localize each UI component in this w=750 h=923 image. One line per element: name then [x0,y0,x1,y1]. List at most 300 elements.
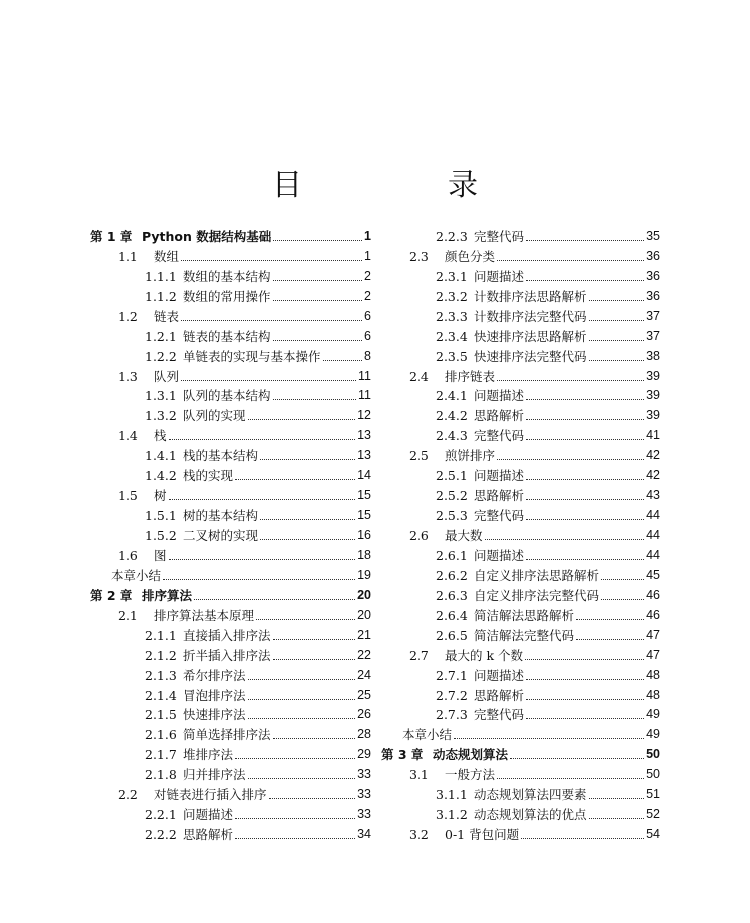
toc-entry-title: 队列的实现 [183,408,246,424]
toc-entry-number: 2.5.1 [436,468,468,484]
toc-section-entry[interactable] [90,742,371,762]
toc-section-entry[interactable] [90,822,371,842]
toc-entry-number: 2.3.3 [436,308,468,324]
dot-leader [526,399,644,400]
dot-leader [273,738,356,739]
toc-entry-page-number: 37 [646,328,660,343]
toc-entry-page-number: 39 [646,408,660,423]
toc-section-entry[interactable] [381,703,660,723]
toc-entry-title: 排序算法基本原理 [154,607,255,623]
toc-section-entry[interactable] [381,762,660,782]
dot-leader [273,280,363,281]
toc-entry-title: 本章小结 [402,727,453,743]
toc-entry-number: 2.5 [409,448,429,464]
toc-entry-title: 树 [154,488,167,504]
toc-entry-title: 快速排序法思路解析 [474,328,587,344]
dot-leader [526,718,644,719]
toc-section-entry[interactable] [381,623,660,643]
toc-section-entry[interactable] [381,563,660,583]
toc-entry-title: 数组的基本结构 [183,268,271,284]
toc-entry-number: 3.1.1 [436,787,468,803]
toc-entry-title: 单链表的实现与基本操作 [183,348,321,364]
toc-entry-page-number: 11 [358,388,371,403]
toc-entry-number: 2.6.3 [436,587,468,603]
toc-entry-page-number: 38 [646,348,660,363]
toc-entry-page-number: 12 [357,408,371,423]
toc-entry-page-number: 21 [357,627,371,642]
toc-section-entry[interactable] [90,304,371,324]
toc-entry-number: 2.4.3 [436,428,468,444]
toc-entry-page-number: 2 [364,268,371,283]
toc-entry-number: 2.1.3 [145,667,177,683]
toc-chapter-entry[interactable] [381,742,660,762]
toc-entry-page-number: 36 [646,288,660,303]
toc-entry-number: 2.5.3 [436,508,468,524]
toc-entry-page-number: 50 [646,767,660,782]
toc-entry-title: 颜色分类 [445,248,496,264]
toc-section-entry[interactable] [90,324,371,344]
toc-entry-page-number: 44 [646,547,660,562]
toc-entry-page-number: 45 [646,567,660,582]
toc-entry-number: 2.4 [409,368,429,384]
dot-leader [521,838,644,839]
toc-entry-title: 链表的基本结构 [183,328,271,344]
toc-entry-page-number: 33 [357,767,371,782]
toc-entry-page-number: 18 [357,547,371,562]
toc-entry-page-number: 48 [646,687,660,702]
toc-entry-number: 2.2.3 [436,228,468,244]
toc-section-entry[interactable] [90,603,371,623]
toc-entry-number: 1.3.2 [145,408,177,424]
dot-leader [589,798,645,799]
dot-leader [323,360,363,361]
toc-entry-page-number: 33 [357,807,371,822]
toc-entry-title: 自定义排序法思路解析 [474,567,600,583]
toc-section-entry[interactable] [381,304,660,324]
toc-section-entry[interactable] [381,683,660,703]
toc-entry-number: 1.5.2 [145,528,177,543]
toc-entry-title: 完整代码 [474,228,525,244]
toc-section-entry[interactable] [90,623,371,643]
toc-summary-entry[interactable] [90,563,371,583]
toc-entry-number: 2.7 [409,647,429,663]
toc-entry-title: 快速排序法完整代码 [474,348,587,364]
dot-leader [526,280,644,281]
toc-entry-title: Python 数据结构基础 [142,228,272,244]
toc-entry-page-number: 49 [646,727,660,742]
toc-entry-page-number: 35 [646,228,660,243]
toc-entry-title: 简单选择排序法 [183,727,271,743]
dot-leader [273,240,362,241]
toc-entry-title: 折半插入排序法 [183,647,271,663]
dot-leader [181,320,362,321]
dot-leader [248,718,356,719]
toc-entry-title: 二叉树的实现 [183,528,259,543]
toc-entry-page-number: 16 [357,528,371,542]
toc-section-entry[interactable] [381,244,660,264]
dot-leader [497,260,644,261]
toc-entry-page-number: 11 [358,368,371,383]
toc-entry-number: 2.2.1 [145,807,177,823]
toc-section-entry[interactable] [381,483,660,503]
dot-leader [248,778,356,779]
toc-section-entry[interactable] [90,762,371,782]
toc-entry-number: 2.6.5 [436,627,468,643]
toc-entry-number: 1.2 [118,308,138,324]
toc-section-entry[interactable] [90,264,371,284]
dot-leader [269,798,356,799]
toc-entry-title: 完整代码 [474,508,525,524]
toc-entry-title: 思路解析 [474,687,525,703]
toc-entry-number: 3.1.2 [436,807,468,823]
toc-entry-page-number: 37 [646,308,660,323]
dot-leader [169,559,356,560]
toc-section-entry[interactable] [90,443,371,463]
toc-entry-number: 2.4.2 [436,408,468,424]
toc-entry-number: 1.2.1 [145,328,177,344]
toc-entry-page-number: 34 [357,827,371,842]
toc-entry-number: 2.6.2 [436,567,468,583]
toc-section-entry[interactable] [381,284,660,304]
toc-entry-number: 1.4 [118,428,138,444]
toc-entry-number: 1.6 [118,547,138,563]
toc-entry-number: 3.2 [409,827,429,843]
toc-section-entry[interactable] [381,384,660,404]
toc-section-entry[interactable] [90,722,371,742]
toc-entry-number: 2.4.1 [436,388,468,404]
toc-entry-number: 1.3 [118,368,138,384]
toc-entry-number: 2.2.2 [145,827,177,843]
toc-chapter-entry[interactable] [90,583,371,603]
toc-entry-number: 2.3.2 [436,288,468,304]
toc-section-entry[interactable] [90,384,371,404]
toc-entry-title: 队列的基本结构 [183,388,271,404]
toc-entry-title: 问题描述 [183,807,234,823]
dot-leader [273,340,363,341]
toc-entry-page-number: 6 [364,328,371,343]
toc-entry-page-number: 44 [646,508,660,523]
toc-entry-page-number: 28 [357,727,371,742]
toc-entry-title: 思路解析 [474,488,525,504]
dot-leader [273,639,356,640]
dot-leader [526,699,644,700]
toc-entry-page-number: 22 [357,647,371,662]
toc-section-entry[interactable] [90,643,371,663]
toc-entry-page-number: 29 [357,747,371,762]
dot-leader [248,699,356,700]
toc-entry-title: 排序算法 [142,587,193,603]
toc-entry-page-number: 1 [364,228,371,243]
toc-entry-title: 树的基本结构 [183,508,259,524]
dot-leader [576,639,644,640]
toc-entry-title: 快速排序法 [183,707,246,723]
toc-entry-page-number: 1 [364,248,371,263]
toc-entry-page-number: 24 [357,667,371,682]
toc-entry-page-number: 49 [646,707,660,722]
toc-section-entry[interactable] [90,782,371,802]
toc-entry-title: 计数排序法思路解析 [474,288,587,304]
toc-entry-title: 归并排序法 [183,767,246,783]
toc-entry-page-number: 41 [646,428,660,443]
toc-entry-number: 2.1.6 [145,727,177,743]
toc-entry-number: 3.1 [409,767,429,783]
toc-section-entry[interactable] [90,703,371,723]
toc-chapter-entry[interactable] [90,224,371,244]
dot-leader [256,619,355,620]
toc-entry-number: 2.6 [409,528,429,543]
toc-entry-title: 煎饼排序 [445,448,496,464]
toc-entry-title: 图 [154,547,167,563]
toc-entry-title: 对链表进行插入排序 [154,787,267,803]
toc-entry-title: 思路解析 [183,827,234,843]
dot-leader [235,838,355,839]
toc-entry-number: 2.7.2 [436,687,468,703]
toc-entry-page-number: 13 [357,428,371,443]
toc-section-entry[interactable] [381,324,660,344]
toc-entry-page-number: 36 [646,248,660,263]
toc-entry-title: 栈的实现 [183,468,234,484]
toc-entry-page-number: 51 [646,787,660,802]
toc-entry-title: 冒泡排序法 [183,687,246,703]
toc-entry-title: 队列 [154,368,180,384]
toc-section-entry[interactable] [90,523,371,543]
toc-section-entry[interactable] [90,503,371,523]
dot-leader [260,539,355,540]
dot-leader [235,479,355,480]
toc-entry-page-number: 50 [646,747,660,762]
dot-leader [248,679,356,680]
toc-entry-page-number: 13 [357,448,371,463]
toc-entry-title: 堆排序法 [183,747,234,763]
toc-entry-page-number: 15 [357,488,371,503]
toc-entry-title: 动态规划算法的优点 [474,807,587,823]
toc-entry-title: 计数排序法完整代码 [474,308,587,324]
toc-section-entry[interactable] [381,603,660,623]
toc-entry-page-number: 42 [646,448,660,463]
dot-leader [526,519,644,520]
toc-entry-title: 动态规划算法 [433,747,509,763]
toc-entry-title: 思路解析 [474,408,525,424]
dot-leader [163,579,355,580]
dot-leader [454,738,644,739]
toc-entry-page-number: 39 [646,368,660,383]
dot-leader [273,399,357,400]
dot-leader [601,579,644,580]
toc-entry-title: 问题描述 [474,547,525,563]
dot-leader [485,539,645,540]
toc-entry-title: 最大数 [445,528,483,543]
toc-entry-number: 2.7.3 [436,707,468,723]
toc-entry-page-number: 8 [364,348,371,363]
toc-entry-page-number: 26 [357,707,371,722]
toc-entry-number: 1.1.1 [145,268,177,284]
dot-leader [273,300,363,301]
toc-entry-number: 1.5.1 [145,508,177,524]
toc-section-entry[interactable] [90,344,371,364]
toc-section-entry[interactable] [381,423,660,443]
toc-section-entry[interactable] [381,463,660,483]
toc-entry-number: 1.3.1 [145,388,177,404]
toc-entry-page-number: 33 [357,787,371,802]
dot-leader [497,778,644,779]
toc-section-entry[interactable] [381,403,660,423]
toc-section-entry[interactable] [381,523,660,543]
toc-entry-page-number: 19 [357,567,371,582]
toc-entry-number: 2.1.1 [145,627,177,643]
toc-entry-title: 自定义排序法完整代码 [474,587,600,603]
dot-leader [589,818,645,819]
toc-section-entry[interactable] [90,683,371,703]
toc-entry-title: 栈 [154,428,167,444]
toc-entry-title: 完整代码 [474,428,525,444]
toc-section-entry[interactable] [90,403,371,423]
toc-entry-page-number: 44 [646,528,660,542]
dot-leader [601,599,644,600]
dot-leader [526,499,644,500]
toc-section-entry[interactable] [381,224,660,244]
dot-leader [260,519,355,520]
dot-leader [194,599,355,600]
toc-entry-page-number: 36 [646,268,660,283]
toc-section-entry[interactable] [381,583,660,603]
dot-leader [589,340,645,341]
toc-entry-number: 1.2.2 [145,348,177,364]
toc-section-entry[interactable] [90,543,371,563]
toc-entry-number: 第 2 章 [90,587,133,603]
toc-section-entry[interactable] [381,782,660,802]
toc-entry-page-number: 47 [646,627,660,642]
dot-leader [526,240,644,241]
toc-section-entry[interactable] [381,364,660,384]
toc-entry-number: 2.3.5 [436,348,468,364]
toc-entry-page-number: 52 [646,807,660,822]
toc-entry-page-number: 54 [646,827,660,842]
toc-entry-title: 排序链表 [445,368,496,384]
toc-entry-number: 2.3.1 [436,268,468,284]
toc-entry-title: 数组 [154,248,180,264]
dot-leader [169,499,356,500]
toc-entry-page-number: 46 [646,607,660,622]
dot-leader [526,559,644,560]
dot-leader [526,439,644,440]
toc-section-entry[interactable] [90,802,371,822]
dot-leader [526,679,644,680]
toc-entry-number: 2.2 [118,787,138,803]
dot-leader [260,459,355,460]
toc-section-entry[interactable] [381,543,660,563]
dot-leader [589,300,645,301]
page-title: 目 录 [272,168,536,204]
toc-section-entry[interactable] [381,663,660,683]
toc-entry-title: 问题描述 [474,468,525,484]
toc-entry-title: 直接插入排序法 [183,627,271,643]
dot-leader [525,659,644,660]
toc-entry-title: 希尔排序法 [183,667,246,683]
toc-entry-number: 2.1 [118,607,138,623]
toc-entry-number: 2.1.7 [145,747,177,763]
dot-leader [497,380,644,381]
toc-section-entry[interactable] [381,344,660,364]
dot-leader [235,758,355,759]
toc-entry-number: 1.4.1 [145,448,177,464]
dot-leader [497,459,644,460]
toc-section-entry[interactable] [381,443,660,463]
toc-section-entry[interactable] [381,503,660,523]
toc-right-column [381,224,660,842]
toc-entry-page-number: 48 [646,667,660,682]
toc-entry-number: 第 3 章 [381,747,424,763]
toc-section-entry[interactable] [381,643,660,663]
toc-entry-title: 动态规划算法四要素 [474,787,587,803]
toc-entry-title: 简洁解法思路解析 [474,607,575,623]
dot-leader [235,818,355,819]
dot-leader [510,758,644,759]
toc-entry-number: 2.1.8 [145,767,177,783]
dot-leader [248,419,356,420]
toc-entry-page-number: 6 [364,308,371,323]
toc-entry-number: 1.1.2 [145,288,177,304]
toc-section-entry[interactable] [381,822,660,842]
toc-entry-number: 1.4.2 [145,468,177,484]
toc-entry-title: 问题描述 [474,268,525,284]
toc-section-entry[interactable] [90,244,371,264]
toc-entry-number: 1.5 [118,488,138,504]
toc-entry-page-number: 20 [357,587,371,602]
toc-section-entry[interactable] [381,264,660,284]
toc-section-entry[interactable] [90,663,371,683]
toc-entry-number: 2.1.4 [145,687,177,703]
toc-section-entry[interactable] [90,284,371,304]
dot-leader [526,479,644,480]
toc-section-entry[interactable] [90,364,371,384]
toc-entry-page-number: 20 [357,607,371,622]
toc-section-entry[interactable] [90,483,371,503]
toc-entry-number: 2.3 [409,248,429,264]
toc-section-entry[interactable] [381,802,660,822]
toc-entry-number: 2.7.1 [436,667,468,683]
toc-entry-page-number: 15 [357,508,371,523]
toc-entry-title: 0-1 背包问题 [445,827,520,843]
toc-entry-title: 简洁解法完整代码 [474,627,575,643]
toc-entry-number: 2.1.2 [145,647,177,663]
toc-summary-entry[interactable] [381,722,660,742]
toc-entry-page-number: 14 [357,468,371,483]
toc-entry-page-number: 43 [646,488,660,503]
toc-entry-title: 问题描述 [474,388,525,404]
toc-section-entry[interactable] [90,463,371,483]
toc-entry-title: 完整代码 [474,707,525,723]
toc-left-column [90,224,371,842]
toc-entry-page-number: 39 [646,388,660,403]
toc-entry-title: 数组的常用操作 [183,288,271,304]
dot-leader [181,380,356,381]
toc-entry-page-number: 2 [364,288,371,303]
toc-entry-title: 栈的基本结构 [183,448,259,464]
toc-entry-title: 问题描述 [474,667,525,683]
dot-leader [273,659,356,660]
dot-leader [589,320,645,321]
dot-leader [181,260,362,261]
toc-entry-page-number: 25 [357,687,371,702]
toc-entry-number: 1.1 [118,248,138,264]
toc-entry-number: 2.5.2 [436,488,468,504]
toc-section-entry[interactable] [90,423,371,443]
toc-entry-title: 一般方法 [445,767,496,783]
toc-entry-number: 2.3.4 [436,328,468,344]
toc-entry-title: 本章小结 [111,567,162,583]
toc-entry-page-number: 47 [646,647,660,662]
toc-entry-number: 2.6.4 [436,607,468,623]
